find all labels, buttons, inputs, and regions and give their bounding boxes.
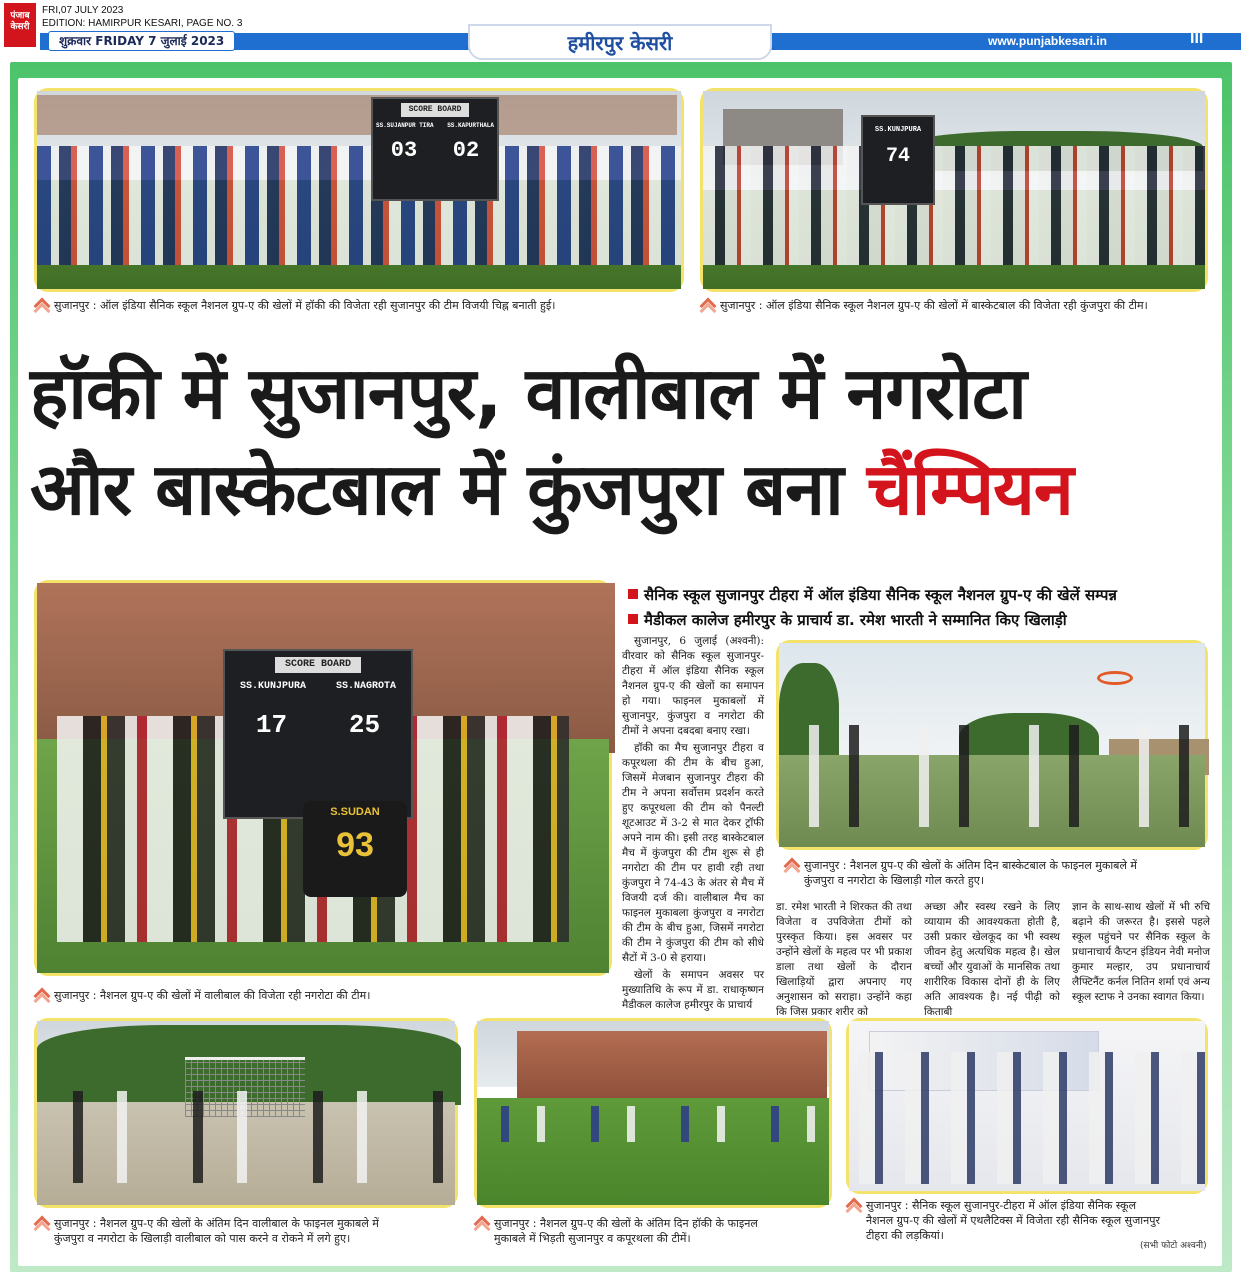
article-paragraph: ज्ञान के साथ-साथ खेलों में भी रुचि बढ़ाने की जरूरत है। इससे पहले स्कूल पहुंचने पर सैनिक स्कूल के प्रधानाचार्य कैप्टन इंडियन नेवी मनोज कुमार मल्हार, उप प्रधानाचार्य लैफ्टिनैंट कर्नल नितिन शर्मा एवं अन्य स्कूल स्टाफ ने उनका स्वागत किया। xyxy=(1072,901,1210,1003)
team-a-label: SS.SUJANPUR TIRA xyxy=(376,122,434,129)
page-number: III xyxy=(1190,30,1204,47)
caption-text: सुजानपुर : नैशनल ग्रुप-ए की खेलों के अंतिम दिन बास्केटबाल के फाइनल मुकाबले में xyxy=(804,859,1137,872)
article-paragraph: डा. रमेश भारती ने शिरकत की तथा विजेता व उपविजेता टीमों को पुरस्कृत किया। इस अवसर पर उन्होंने खेलों के महत्व पर भी प्रकाश डाला तथा खेलों के दौरान खिलाड़ियों द्वारा अपनाए गए अनुशासन को सराहा। उन्होंने कहा कि जिस प्रकार शरीर को xyxy=(776,901,912,1018)
score-b: 25 xyxy=(348,710,381,740)
subhead-text: सैनिक स्कूल सुजानपुर टीहरा में ऑल इंडिया सैनिक स्कूल नैशनल ग्रुप-ए की खेलें सम्पन्न xyxy=(644,586,1117,604)
scoreboard-label: SS.KUNJPURA xyxy=(874,126,922,134)
chevron-up-icon xyxy=(700,298,714,310)
subhead-text: मैडीकल कालेज हमीरपुर के प्राचार्य डा. रमेश भारती ने सम्मानित किए खिलाड़ी xyxy=(644,611,1067,629)
caption-hockey-match xyxy=(474,1216,836,1246)
scoreboard-title: SCORE BOARD xyxy=(401,103,469,117)
scoreboard-teams xyxy=(373,121,497,131)
article-paragraph: अच्छा और स्वस्थ रखने के लिए व्यायाम की आवश्यकता होती है, उसी प्रकार खेलकूद का भी स्वस्थ जीवन हेतु अत्यधिक महत्व है। खेल बच्चों और युवाओं के मानसिक तथा शारीरिक विकास दोनों ही के लिए अति आवश्यक है। नई पीढ़ी को किताबी xyxy=(924,901,1060,1018)
caption-text: कुंजपुरा व नगरोटा के खिलाड़ी वालीबाल को पास करने व रोकने में लगे हुए। xyxy=(54,1232,351,1245)
paper-name: हमीरपुर केसरी xyxy=(468,24,772,60)
article-column-1 xyxy=(622,634,764,1011)
bullet-square-icon xyxy=(628,589,638,599)
chevron-up-icon xyxy=(474,1216,488,1228)
headline-line-1: हॉकी में सुजानपुर, वालीबाल में नगरोटा xyxy=(30,351,1026,435)
photo-volleyball-winners xyxy=(34,580,612,976)
photo-hockey-winners xyxy=(34,88,684,292)
scoreboard-scores xyxy=(225,695,411,755)
photo-building xyxy=(37,95,677,135)
caption-volleyball-match xyxy=(34,1216,464,1246)
photo-basketball-winners xyxy=(700,88,1208,292)
photo-credit: (सभी फोटो अश्वनी) xyxy=(1140,1241,1207,1251)
edition-date: FRI,07 JULY 2023 xyxy=(42,5,124,16)
team-b-label: SS.KAPURTHALA xyxy=(447,122,494,129)
caption-basketball-match xyxy=(784,858,1214,888)
chevron-up-icon xyxy=(34,298,48,310)
chevron-up-icon xyxy=(784,858,798,870)
photo-athletics-winners xyxy=(846,1018,1208,1194)
scoreboard-scores xyxy=(373,131,497,171)
team-b-label: SS.NAGROTA xyxy=(335,681,396,692)
chevron-up-icon xyxy=(34,988,48,1000)
chevron-up-icon xyxy=(846,1198,860,1210)
caption-text: सुजानपुर : सैनिक स्कूल सुजानपुर-टीहरा में ऑल इंडिया सैनिक स्कूल xyxy=(866,1199,1137,1212)
article-paragraph: हॉकी का मैच सुजानपुर टीहरा व कपूरथला की टीम के बीच हुआ, जिसमें मेजबान सुजानपुर टीहरा की टीम ने अपना सर्वोत्तम प्रदर्शन करते हुए कपूरथला की टीम को पैनल्टी शूटआउट में 3-2 से मात देकर ट्रॉफी अपने नाम की। इसी तरह बास्केटबाल मैच में कुंजपुरा की टीम शुरू से ही नगरोटा की टीम पर हावी रही तथा कुंजपुरा ने 74-43 के अंतर से मैच में विजयी दर्ज की। वालीबाल मैच का फाइनल मुकाबला कुंजपुरा व नगरोटा की टीम के बीच हुआ, जिसमें नगरोटा की टीम ने कुंजपुरा की टीम को सीधे सैटों में 3-0 से हराया। xyxy=(622,742,764,964)
score-a: 03 xyxy=(390,138,418,163)
photo-basketball-match xyxy=(776,640,1208,850)
date-label: शुक्रवार FRIDAY 7 जुलाई 2023 xyxy=(48,31,235,51)
jersey-number: 93 xyxy=(336,826,374,864)
scoreboard-number: 74 xyxy=(885,145,910,168)
caption-basketball-winners xyxy=(700,298,1210,313)
subhead-1 xyxy=(628,584,1117,606)
caption-volleyball-winners xyxy=(34,988,614,1003)
caption-text: सुजानपुर : ऑल इंडिया सैनिक स्कूल नैशनल ग्रुप-ए की खेलों में हॉकी की विजेता रही सुजानपुर की टीम विजयी चिह्न बनाती हुई। xyxy=(54,299,556,312)
photo-players xyxy=(477,1106,829,1143)
headline xyxy=(30,345,1210,537)
edition-info xyxy=(42,4,242,30)
caption-text: टीहरा की लड़कियां। xyxy=(866,1229,944,1242)
photo-hockey-match xyxy=(474,1018,832,1208)
score-a: 17 xyxy=(255,710,288,740)
headline-accent: चैंम्पियन xyxy=(866,447,1073,531)
chevron-up-icon xyxy=(34,1216,48,1228)
photo-volleyball-match xyxy=(34,1018,458,1208)
caption-text: कुंजपुरा व नगरोटा के खिलाड़ी गोल करते हुए। xyxy=(804,874,984,887)
caption-text: सुजानपुर : नैशनल ग्रुप-ए की खेलों में वालीबाल की विजेता रही नगरोटा की टीम। xyxy=(54,989,371,1002)
brand-logo: पंजाब केसरी xyxy=(4,3,36,47)
jersey-name: S.SUDAN xyxy=(330,806,380,818)
headline-line-2-text: और बास्केटबाल में कुंजपुरा बना xyxy=(30,447,867,531)
article-paragraph: खेलों के समापन अवसर पर मुख्यातिथि के रूप में डा. राधाकृष्णन मैडीकल कालेज हमीरपुर के प्राचार्य xyxy=(622,969,764,1011)
score-b: 02 xyxy=(452,138,480,163)
caption-text: मुकाबले में भिड़ती सुजानपुर व कपूरथला की टीमें। xyxy=(494,1232,691,1245)
photo-team xyxy=(703,146,1205,265)
headline-line-2 xyxy=(30,441,1210,537)
caption-athletics-winners xyxy=(846,1198,1216,1243)
scoreboard xyxy=(861,115,935,205)
scoreboard-teams xyxy=(225,679,411,695)
photo-players xyxy=(37,1091,455,1183)
article-column-3 xyxy=(924,900,1060,1018)
caption-text: सुजानपुर : ऑल इंडिया सैनिक स्कूल नैशनल ग्रुप-ए की खेलों में बास्केटबाल की विजेता रही कुंजपुरा की टीम। xyxy=(720,299,1148,312)
subhead-2 xyxy=(628,609,1067,631)
article-column-4 xyxy=(1072,900,1210,1003)
photo-players xyxy=(779,725,1205,827)
caption-text: सुजानपुर : नैशनल ग्रुप-ए की खेलों के अंतिम दिन हॉकी के फाइनल xyxy=(494,1217,758,1230)
caption-hockey-winners xyxy=(34,298,694,313)
photo-team xyxy=(37,146,681,265)
scoreboard xyxy=(371,97,499,201)
caption-text: नैशनल ग्रुप-ए की खेलों में एथलैटिक्स में विजेता रही सैनिक स्कूल सुजानपुर xyxy=(866,1214,1160,1227)
edition-name: EDITION: HAMIRPUR KESARI, PAGE NO. 3 xyxy=(42,18,243,29)
website-link[interactable]: www.punjabkesari.in xyxy=(988,34,1107,48)
photo-athletes xyxy=(849,1052,1205,1185)
caption-text: सुजानपुर : नैशनल ग्रुप-ए की खेलों के अंतिम दिन वालीबाल के फाइनल मुकाबले में xyxy=(54,1217,379,1230)
photo-building xyxy=(517,1031,827,1101)
masthead xyxy=(0,0,1241,58)
basketball-hoop-icon xyxy=(1097,671,1133,685)
article-column-2 xyxy=(776,900,912,1018)
jersey xyxy=(303,801,407,897)
scoreboard xyxy=(223,649,413,819)
scoreboard-title: SCORE BOARD xyxy=(275,657,361,673)
bullet-square-icon xyxy=(628,614,638,624)
team-a-label: SS.KUNJPURA xyxy=(239,681,306,692)
article-paragraph: सुजानपुर, 6 जुलाई (अश्वनी): वीरवार को सैनिक स्कूल सुजानपुर-टीहरा में ऑल इंडिया सैनिक स्कूल नैशनल ग्रुप-ए की खेलों का समापन हो गया। फाइनल मुकाबलों में सुजानपुर, कुंजपुरा व नगरोटा की टीमों ने अपना दबदबा बनाए रखा। xyxy=(622,635,764,737)
